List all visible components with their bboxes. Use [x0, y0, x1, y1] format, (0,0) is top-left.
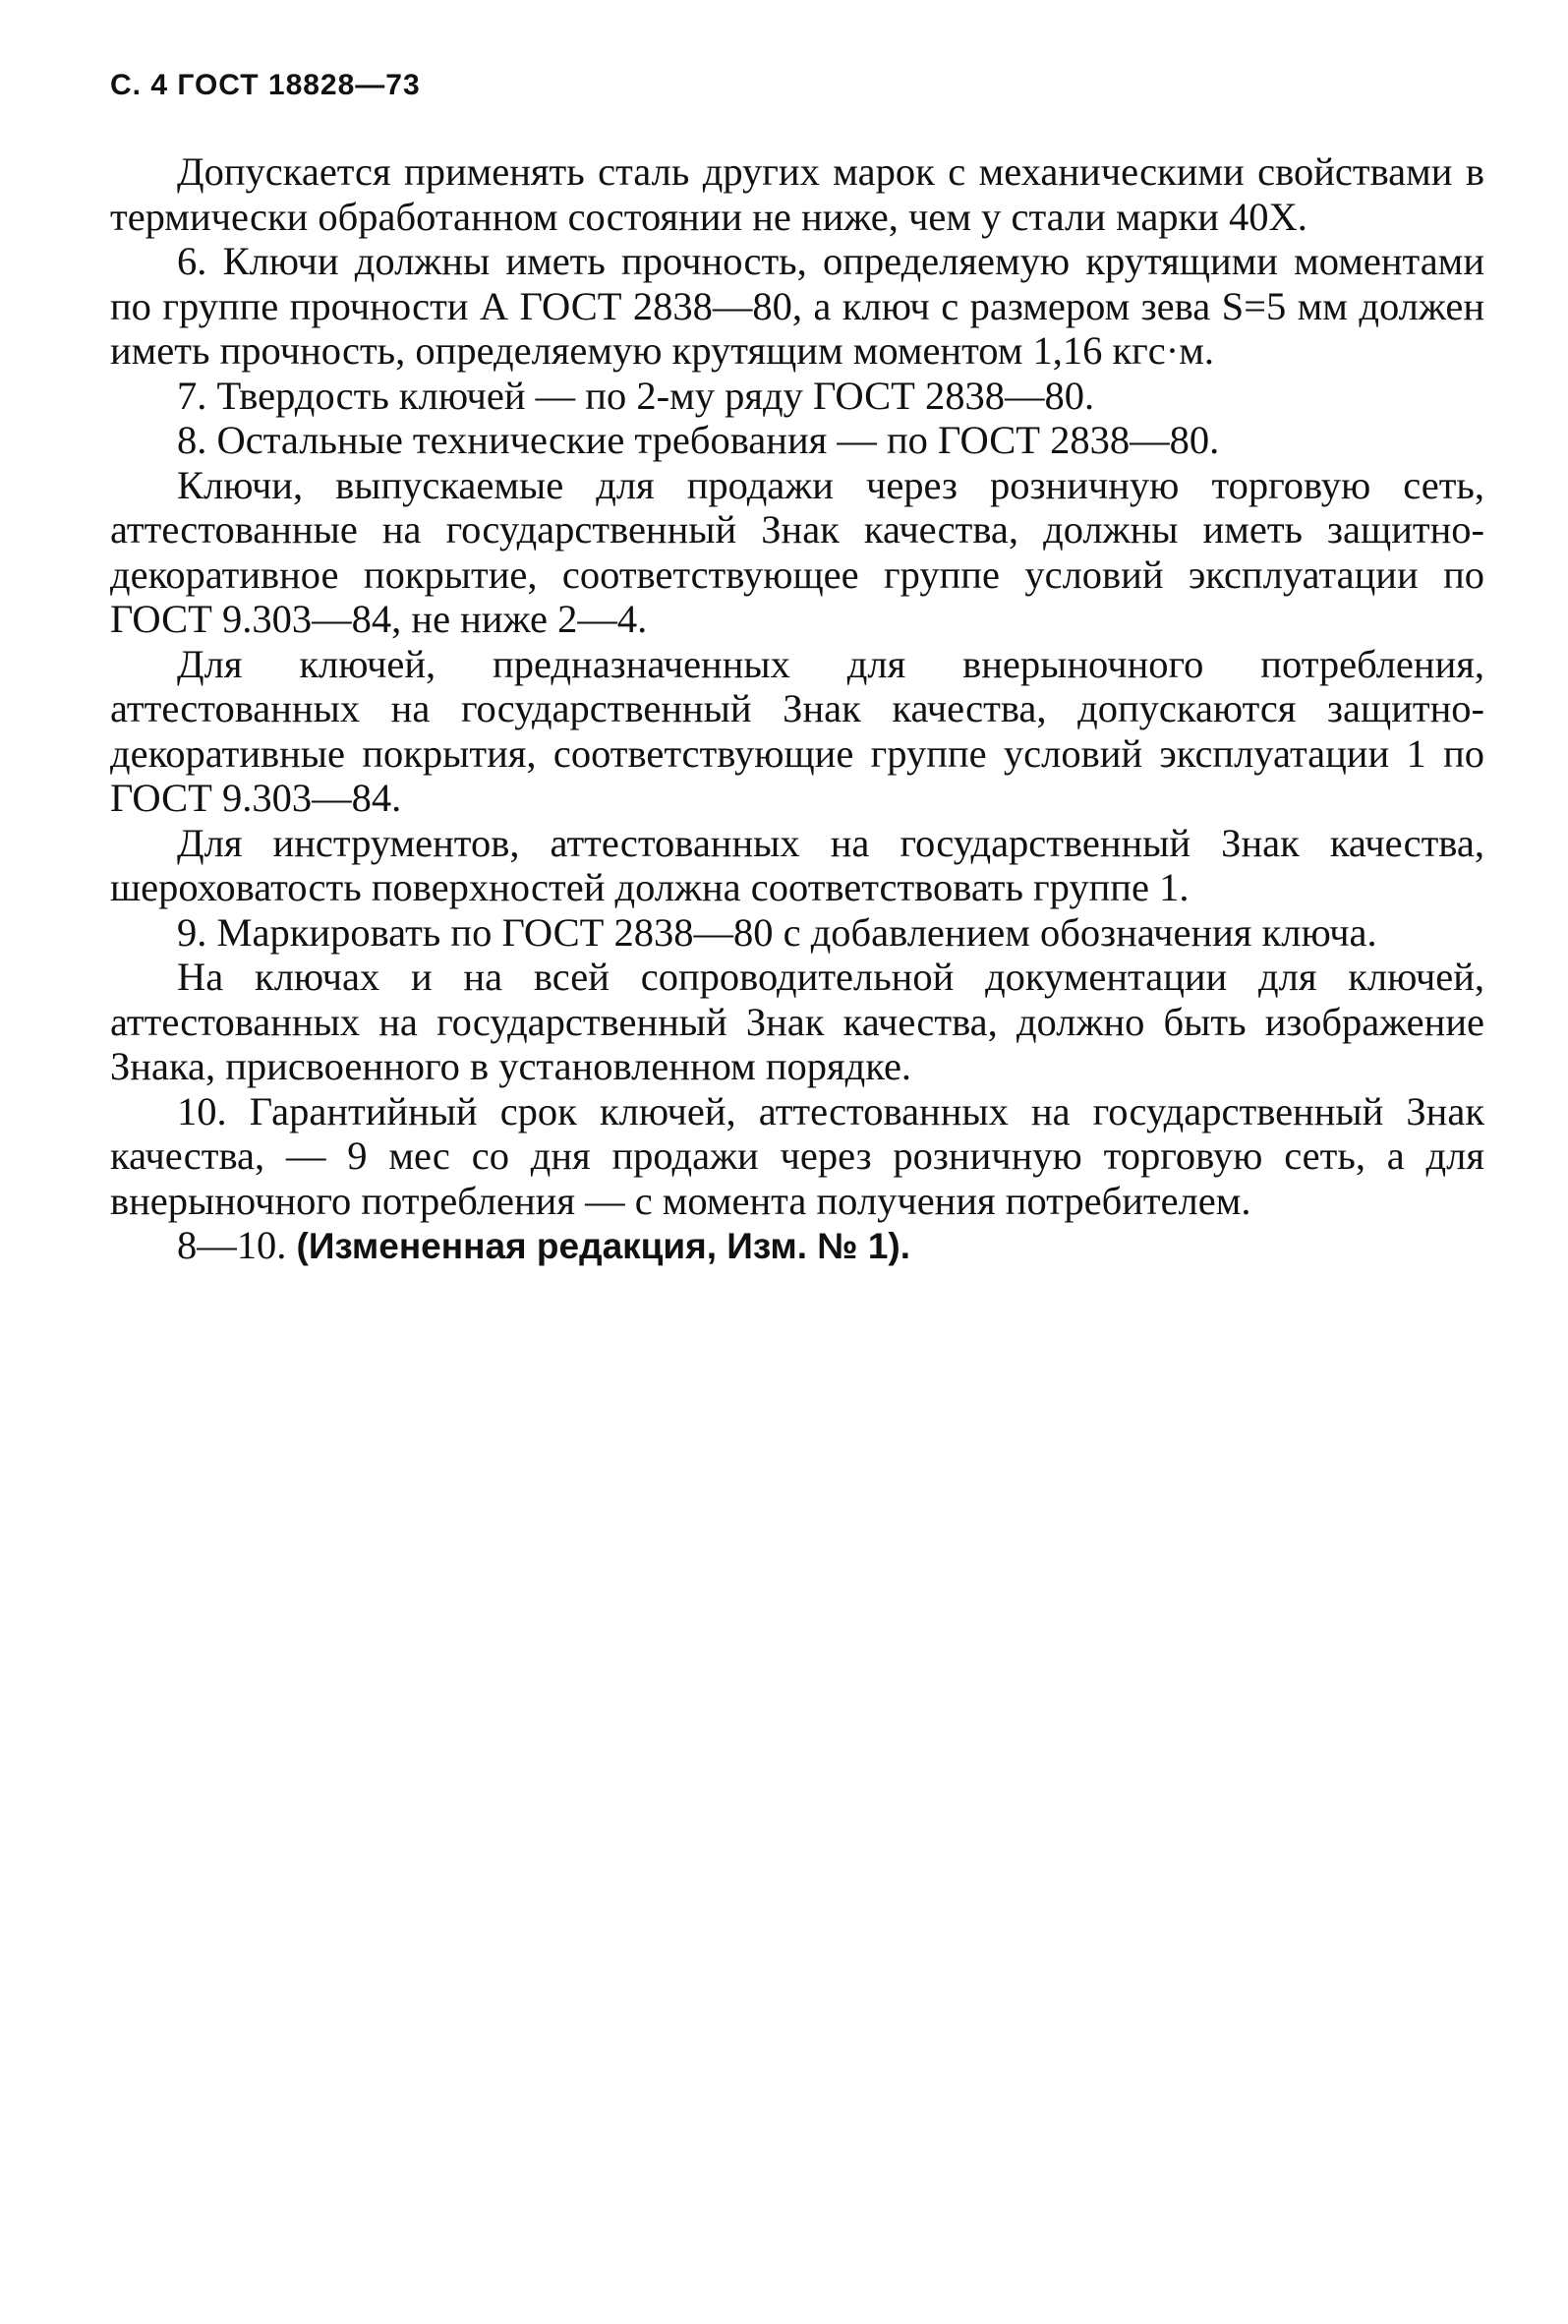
paragraph-retail-coating: Ключи, выпускаемые для продажи через розничную торговую сеть, аттестованные на государственный Знак качества, должны иметь защитно-декоративное покрытие, соответствующее группе условий эксплуатации по ГОСТ 9.303—84, не ниже 2—4. [110, 462, 1484, 641]
amendment-note [110, 1223, 1484, 1269]
paragraph-item-8-requirements: 8. Остальные технические требования — по ГОСТ 2838—80. [177, 418, 1220, 462]
paragraph-roughness: Для инструментов, аттестованных на государственный Знак качества, шероховатость поверхностей должна соответствовать группе 1. [110, 820, 1484, 909]
paragraph-quality-mark: На ключах и на всей сопроводительной документации для ключей, аттестованных на государственный Знак качества, должно быть изображение Знака, присвоенного в установленном порядке. [110, 955, 1484, 1088]
paragraph-item-6-strength: 6. Ключи должны иметь прочность, определяемую крутящими моментами по группе прочности А ГОСТ 2838—80, а ключ с размером зева S=5 мм должен иметь прочность, определяемую крутящим моментом 1,16 кгс·м. [110, 239, 1484, 373]
paragraph-item-10-warranty: 10. Гарантийный срок ключей, аттестованных на государственный Знак качества, — 9 мес со дня продажи через розничную торговую сеть, а для внерыночного потребления — с момента получения потребителем. [110, 1088, 1484, 1223]
paragraph-nonmarket-coating: Для ключей, предназначенных для внерыночного потребления, аттестованных на государственный Знак качества, допускаются защитно-декоративные покрытия, соответствующие группе условий эксплуатации 1 по ГОСТ 9.303—84. [110, 641, 1484, 820]
body-text [110, 149, 1484, 1269]
paragraph-item-9-marking: 9. Маркировать по ГОСТ 2838—80 с добавлением обозначения ключа. [177, 909, 1377, 955]
amendment-text: (Измененная редакция, Изм. № 1). [296, 1226, 911, 1266]
running-header: С. 4 ГОСТ 18828—73 [110, 69, 421, 101]
amendment-range: 8—10. [177, 1223, 287, 1267]
paragraph-item-7-hardness: 7. Твердость ключей — по 2-му ряду ГОСТ 2838—80. [177, 373, 1095, 418]
paragraph-steel-grades: Допускается применять сталь других марок с механическими свойствами в термически обработанном состоянии не ниже, чем у стали марки 40Х. [110, 149, 1484, 239]
